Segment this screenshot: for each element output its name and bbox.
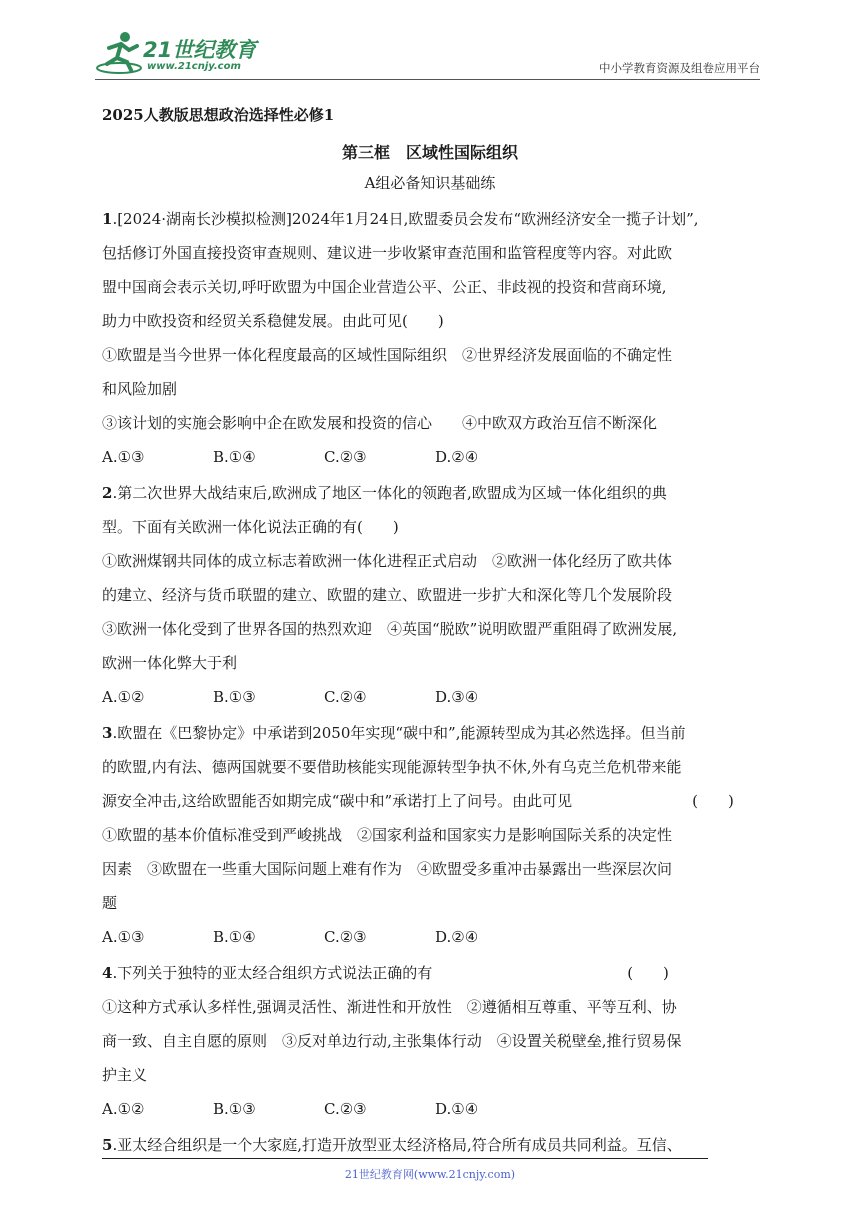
question-text: 和风险加剧 [102,380,178,398]
question-line [102,338,766,372]
answer-option[interactable]: D.②④ [435,448,479,466]
question-number: 4 [102,964,113,982]
question-text: ③欧洲一体化受到了世界各国的热烈欢迎 ④英国“脱欧”说明欧盟严重阻碍了欧洲发展, [102,620,678,638]
answer-option[interactable]: D.①④ [435,1100,479,1118]
answer-option[interactable]: D.②④ [435,928,479,946]
answer-option[interactable]: A.①② [102,688,145,706]
answer-option[interactable]: C.②③ [324,448,367,466]
answer-option[interactable]: B.①④ [213,448,256,466]
question-text: ①欧盟是当今世界一体化程度最高的区域性国际组织 ②世界经济发展面临的不确定性 [102,346,673,364]
answer-option[interactable]: B.①④ [213,928,256,946]
answer-options [102,1092,766,1126]
question-text: ①欧盟的基本价值标准受到严峻挑战 ②国家利益和国家实力是影响国际关系的决定性 [102,826,673,844]
question-text: 题 [102,894,118,912]
header-divider [95,79,760,80]
question-list [102,202,766,1162]
answer-option[interactable]: A.①② [102,1100,145,1118]
question-line [102,510,766,544]
logo-url: www.21cnjy.com [147,61,241,72]
question-line [102,236,766,270]
question-text: 的建立、经济与货币联盟的建立、欧盟的建立、欧盟进一步扩大和深化等几个发展阶段 [102,586,673,604]
question-number: 3 [102,724,113,742]
answer-option[interactable]: C.②③ [324,928,367,946]
question-text: .亚太经合组织是一个大家庭,打造开放型亚太经济格局,符合所有成员共同利益。互信、 [112,1136,682,1154]
question-line [102,1128,766,1162]
question-number: 2 [102,484,113,502]
answer-option[interactable]: C.②④ [324,688,367,706]
question-text: .第二次世界大战结束后,欧洲成了地区一体化的领跑者,欧盟成为区域一体化组织的典 [112,484,667,502]
question-number: 5 [102,1136,113,1154]
question-text: ①欧洲煤钢共同体的成立标志着欧洲一体化进程正式启动 ②欧洲一体化经历了欧共体 [102,552,673,570]
question-4 [102,956,766,1126]
answer-options [102,440,766,474]
group-title: A组必备知识基础练 [364,174,496,192]
logo-text: 21世纪教育 [143,38,257,62]
footer-source: 21世纪教育网(www.21cnjy.com) [344,1168,516,1181]
answer-option[interactable]: B.①③ [213,688,256,706]
answer-option[interactable]: A.①③ [102,928,145,946]
question-3 [102,716,766,954]
question-line [102,304,766,338]
question-line [102,406,766,440]
answer-option[interactable]: D.③④ [435,688,479,706]
logo [95,28,265,78]
question-text: 包括修订外国直接投资审查规则、建议进一步收紧审查范围和监管程度等内容。对此欧 [102,244,673,262]
question-text: 盟中国商会表示关切,呼吁欧盟为中国企业营造公平、公正、非歧视的投资和营商环境, [102,278,667,296]
question-text: 源安全冲击,这给欧盟能否如期完成“碳中和”承诺打上了问号。由此可见 ( ) [102,792,734,810]
answer-option[interactable]: B.①③ [213,1100,256,1118]
answer-option[interactable]: A.①③ [102,448,145,466]
question-line [102,1058,766,1092]
question-line [102,1024,766,1058]
question-line [102,716,766,750]
question-line [102,544,766,578]
question-text: 护主义 [102,1066,148,1084]
question-text: .欧盟在《巴黎协定》中承诺到2050年实现“碳中和”,能源转型成为其必然选择。但当前 [112,724,686,742]
question-line [102,202,766,236]
section-title: 第三框 区域性国际组织 [341,143,518,162]
question-text: .下列关于独特的亚太经合组织方式说法正确的有 ( ) [112,964,669,982]
answer-options [102,680,766,714]
question-line [102,750,766,784]
question-text: 欧洲一体化弊大于利 [102,654,238,672]
question-text: 型。下面有关欧洲一体化说法正确的有( ) [102,518,399,536]
question-line [102,990,766,1024]
question-text: ③该计划的实施会影响中企在欧发展和投资的信心 ④中欧双方政治互信不断深化 [102,414,658,432]
question-text: ①这种方式承认多样性,强调灵活性、渐进性和开放性 ②遵循相互尊重、平等互利、协 [102,998,677,1016]
question-text: 的欧盟,内有法、德两国就要不要借助核能实现能源转型争执不休,外有乌克兰危机带来能 [102,758,682,776]
question-5 [102,1128,766,1162]
question-line [102,372,766,406]
question-line [102,612,766,646]
question-number: 1 [102,210,113,228]
page-header [95,28,760,82]
question-text: 商一致、自主自愿的原则 ③反对单边行动,主张集体行动 ④设置关税壁垒,推行贸易保 [102,1032,682,1050]
question-line [102,886,766,920]
question-text: 因素 ③欧盟在一些重大国际问题上难有作为 ④欧盟受多重冲击暴露出一些深层次问 [102,860,673,878]
question-text: 助力中欧投资和经贸关系稳健发展。由此可见( ) [102,312,444,330]
runner-logo-icon [95,28,145,76]
question-line [102,784,766,818]
question-line [102,476,766,510]
answer-option[interactable]: C.②③ [324,1100,367,1118]
question-line [102,646,766,680]
question-line [102,956,766,990]
platform-label: 中小学教育资源及组卷应用平台 [599,61,760,75]
answer-options [102,920,766,954]
question-text: .[2024·湖南长沙模拟检测]2024年1月24日,欧盟委员会发布“欧洲经济安全一揽子计划”, [112,210,699,228]
question-1 [102,202,766,474]
question-line [102,578,766,612]
question-line [102,818,766,852]
footer-divider [102,1158,708,1159]
document-title: 2025人教版思想政治选择性必修1 [102,106,335,124]
question-2 [102,476,766,714]
question-line [102,270,766,304]
question-line [102,852,766,886]
